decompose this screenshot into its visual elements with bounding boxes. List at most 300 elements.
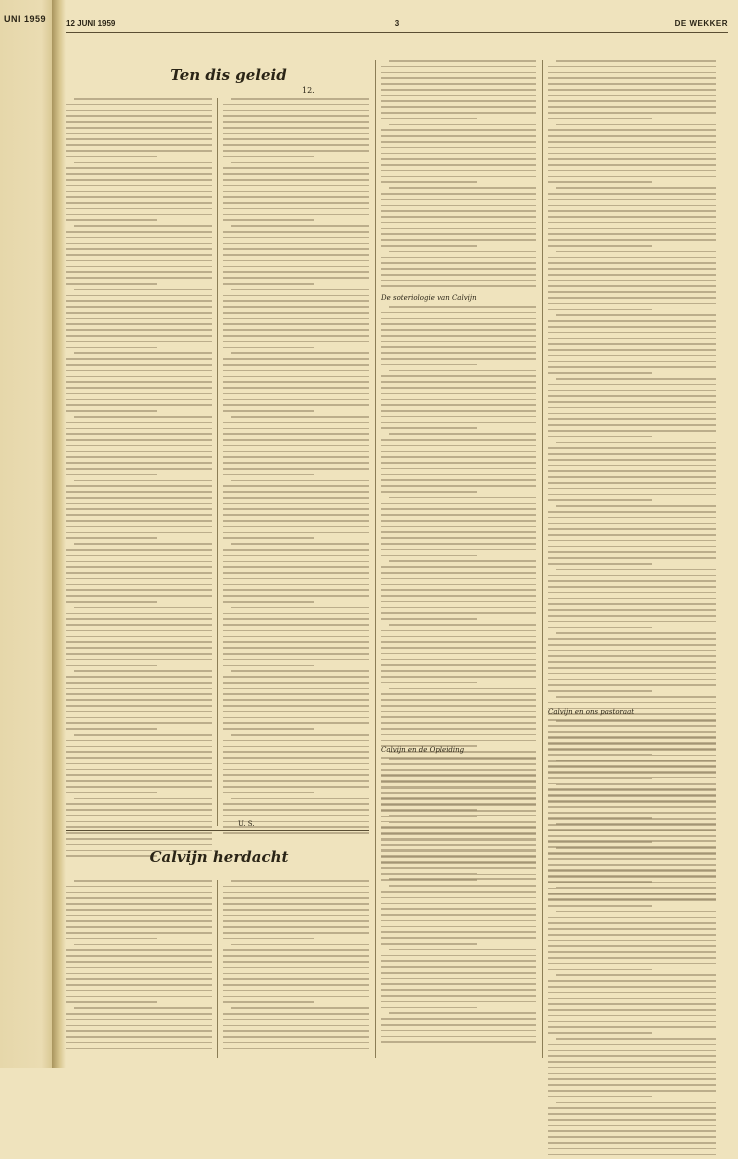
subheading-soteriologie: De soteriologie van Calvijn <box>381 294 477 302</box>
text-line-placeholder <box>223 323 369 325</box>
text-line-placeholder <box>381 983 536 985</box>
text-line-placeholder <box>66 1001 157 1003</box>
text-line-placeholder <box>223 110 369 112</box>
text-line-placeholder <box>66 949 212 951</box>
text-line-placeholder <box>548 865 716 867</box>
text-line-placeholder <box>381 199 536 201</box>
text-line-placeholder <box>381 285 536 287</box>
text-line-placeholder <box>74 416 212 418</box>
text-line-placeholder <box>66 104 212 106</box>
text-line-placeholder <box>223 722 369 724</box>
text-line-placeholder <box>381 479 536 481</box>
text-line-placeholder <box>66 271 212 273</box>
text-line-placeholder <box>556 1102 716 1104</box>
text-line-placeholder <box>556 632 716 634</box>
text-line-placeholder <box>548 239 716 241</box>
text-line-placeholder <box>66 722 212 724</box>
text-line-placeholder <box>381 891 536 893</box>
text-line-placeholder <box>381 474 536 476</box>
text-line-placeholder <box>548 499 652 501</box>
text-line-placeholder <box>223 491 369 493</box>
text-line-placeholder <box>381 636 536 638</box>
text-line-placeholder <box>223 202 369 204</box>
text-line-placeholder <box>548 592 716 594</box>
text-line-placeholder <box>381 555 477 557</box>
text-line-placeholder <box>223 526 369 528</box>
text-line-placeholder <box>548 702 716 704</box>
subheading-opleiding: Calvijn en de Opleiding <box>381 746 465 754</box>
text-line-placeholder <box>66 156 157 158</box>
text-line-placeholder <box>381 549 536 551</box>
text-line-placeholder <box>389 124 536 126</box>
text-line-placeholder <box>389 370 536 372</box>
text-line-placeholder <box>223 167 369 169</box>
text-line-placeholder <box>223 932 369 934</box>
text-line-placeholder <box>556 314 716 316</box>
text-line-placeholder <box>66 996 212 998</box>
text-line-placeholder <box>223 219 314 221</box>
text-line-placeholder <box>548 882 716 884</box>
text-line-placeholder <box>223 897 369 899</box>
text-line-placeholder <box>223 763 369 765</box>
text-line-placeholder <box>548 644 716 646</box>
text-line-placeholder <box>381 879 477 881</box>
text-line-placeholder <box>381 387 536 389</box>
text-line-placeholder <box>548 494 716 496</box>
text-line-placeholder <box>66 990 212 992</box>
text-line-placeholder <box>223 138 369 140</box>
text-line-placeholder <box>223 740 369 742</box>
text-line-placeholder <box>223 410 314 412</box>
text-line-placeholder <box>223 150 369 152</box>
text-line-placeholder <box>381 630 536 632</box>
text-line-placeholder <box>223 462 369 464</box>
text-line-placeholder <box>548 899 716 901</box>
text-line-placeholder <box>548 297 716 299</box>
text-line-placeholder <box>548 963 716 965</box>
text-line-placeholder <box>548 951 716 953</box>
text-line-placeholder <box>66 347 157 349</box>
text-line-placeholder <box>231 162 369 164</box>
text-line-placeholder <box>381 239 536 241</box>
text-line-placeholder <box>381 722 536 724</box>
text-line-placeholder <box>66 832 212 834</box>
text-line-placeholder <box>66 451 212 453</box>
text-line-placeholder <box>381 705 536 707</box>
text-line-placeholder <box>548 453 716 455</box>
text-line-placeholder <box>66 967 212 969</box>
text-line-placeholder <box>66 254 212 256</box>
text-line-placeholder <box>66 497 212 499</box>
text-line-placeholder <box>66 237 212 239</box>
text-line-placeholder <box>381 728 536 730</box>
text-line-placeholder <box>223 318 369 320</box>
text-line-placeholder <box>74 798 212 800</box>
text-line-placeholder <box>66 138 212 140</box>
text-line-placeholder <box>66 1036 212 1038</box>
text-line-placeholder <box>548 893 716 895</box>
text-line-placeholder <box>223 254 369 256</box>
text-line-placeholder <box>223 961 369 963</box>
text-line-placeholder <box>223 456 369 458</box>
text-line-placeholder <box>66 520 212 522</box>
text-line-placeholder <box>66 595 212 597</box>
text-line-placeholder <box>381 734 536 736</box>
text-line-placeholder <box>231 98 369 100</box>
text-line-placeholder <box>66 110 212 112</box>
text-line-placeholder <box>548 274 716 276</box>
text-line-placeholder <box>381 1041 536 1043</box>
text-line-placeholder <box>548 100 716 102</box>
text-line-placeholder <box>381 514 536 516</box>
previous-page-edge <box>0 0 53 1068</box>
text-line-placeholder <box>548 176 716 178</box>
text-line-placeholder <box>66 769 212 771</box>
text-line-placeholder <box>66 323 212 325</box>
text-line-placeholder <box>548 575 716 577</box>
text-line-placeholder <box>548 836 716 838</box>
text-line-placeholder <box>223 300 369 302</box>
text-line-placeholder <box>389 949 536 951</box>
text-line-placeholder <box>66 676 212 678</box>
text-line-placeholder <box>548 1073 716 1075</box>
text-line-placeholder <box>66 503 212 505</box>
text-line-placeholder <box>231 543 369 545</box>
text-line-placeholder <box>381 335 536 337</box>
text-line-placeholder <box>381 1018 536 1020</box>
text-line-placeholder <box>548 424 716 426</box>
text-line-placeholder <box>381 787 536 789</box>
text-line-placeholder <box>223 595 369 597</box>
text-line-placeholder <box>548 557 716 559</box>
text-line-placeholder <box>548 673 716 675</box>
text-line-placeholder <box>66 277 212 279</box>
text-line-placeholder <box>548 772 716 774</box>
text-line-placeholder <box>548 684 716 686</box>
text-line-placeholder <box>223 1036 369 1038</box>
text-line-placeholder <box>66 179 212 181</box>
text-line-placeholder <box>381 578 536 580</box>
text-line-placeholder <box>66 410 157 412</box>
text-line-placeholder <box>223 803 369 805</box>
text-line-placeholder <box>381 439 536 441</box>
text-line-placeholder <box>223 243 369 245</box>
text-line-placeholder <box>548 106 716 108</box>
text-line-placeholder <box>548 1061 716 1063</box>
text-line-placeholder <box>381 135 536 137</box>
text-line-placeholder <box>66 399 212 401</box>
text-line-placeholder <box>381 931 536 933</box>
text-line-placeholder <box>66 283 157 285</box>
text-line-placeholder <box>223 613 369 615</box>
text-line-placeholder <box>223 1013 369 1015</box>
text-line-placeholder <box>548 586 716 588</box>
text-line-placeholder <box>381 404 536 406</box>
text-line-placeholder <box>223 601 314 603</box>
text-line-placeholder <box>223 676 369 678</box>
text-line-placeholder <box>381 775 536 777</box>
text-line-placeholder <box>231 734 369 736</box>
text-line-placeholder <box>548 66 716 68</box>
text-line-placeholder <box>548 118 652 120</box>
text-line-placeholder <box>223 451 369 453</box>
text-line-placeholder <box>223 717 369 719</box>
text-line-placeholder <box>223 329 369 331</box>
text-line-placeholder <box>223 903 369 905</box>
text-line-placeholder <box>66 191 212 193</box>
text-line-placeholder <box>223 133 369 135</box>
text-line-placeholder <box>381 170 536 172</box>
text-line-placeholder <box>223 1030 369 1032</box>
text-line-placeholder <box>223 780 369 782</box>
text-line-placeholder <box>548 1136 716 1138</box>
text-line-placeholder <box>66 938 157 940</box>
text-line-placeholder <box>381 422 536 424</box>
text-line-placeholder <box>223 990 369 992</box>
header-date: 12 JUNI 1959 <box>66 19 116 28</box>
text-line-placeholder <box>66 508 212 510</box>
text-line-placeholder <box>556 505 716 507</box>
text-line-placeholder <box>381 153 536 155</box>
text-line-placeholder <box>223 399 369 401</box>
text-line-placeholder <box>381 659 536 661</box>
text-line-placeholder <box>66 821 212 823</box>
text-line-placeholder <box>548 447 716 449</box>
text-line-placeholder <box>66 526 212 528</box>
text-line-placeholder <box>66 751 212 753</box>
text-line-placeholder <box>556 720 716 722</box>
text-line-placeholder <box>66 376 212 378</box>
text-line-placeholder <box>66 231 212 233</box>
text-line-placeholder <box>381 485 536 487</box>
text-line-placeholder <box>548 546 716 548</box>
text-line-placeholder <box>223 468 369 470</box>
text-line-placeholder <box>223 792 314 794</box>
text-line-placeholder <box>66 826 212 828</box>
text-line-placeholder <box>223 578 369 580</box>
text-line-placeholder <box>389 251 536 253</box>
text-line-placeholder <box>231 480 369 482</box>
text-line-placeholder <box>381 699 536 701</box>
text-line-placeholder <box>381 693 536 695</box>
text-line-placeholder <box>548 1003 716 1005</box>
text-line-placeholder <box>381 210 536 212</box>
text-line-placeholder <box>381 445 536 447</box>
text-line-placeholder <box>66 641 212 643</box>
text-line-placeholder <box>74 225 212 227</box>
text-line-placeholder <box>548 957 716 959</box>
text-line-placeholder <box>381 323 536 325</box>
text-line-placeholder <box>548 193 716 195</box>
text-line-placeholder <box>548 563 652 565</box>
text-line-placeholder <box>223 967 369 969</box>
text-line-placeholder <box>381 966 536 968</box>
text-line-placeholder <box>548 89 716 91</box>
text-line-placeholder <box>548 609 716 611</box>
text-line-placeholder <box>381 77 536 79</box>
text-line-placeholder <box>223 537 314 539</box>
text-line-placeholder <box>381 503 536 505</box>
text-line-placeholder <box>223 127 369 129</box>
text-line-placeholder <box>381 72 536 74</box>
text-line-placeholder <box>548 1096 652 1098</box>
text-line-placeholder <box>66 774 212 776</box>
text-line-placeholder <box>223 104 369 106</box>
text-line-placeholder <box>223 428 369 430</box>
text-line-placeholder <box>548 795 716 797</box>
newspaper-page <box>66 0 738 1068</box>
text-line-placeholder <box>231 352 369 354</box>
text-line-placeholder <box>66 886 212 888</box>
text-line-placeholder <box>548 95 716 97</box>
text-line-placeholder <box>223 532 369 534</box>
text-line-placeholder <box>66 624 212 626</box>
text-line-placeholder <box>223 179 369 181</box>
text-line-placeholder <box>381 903 536 905</box>
text-line-placeholder <box>66 815 212 817</box>
text-line-placeholder <box>381 589 536 591</box>
text-line-placeholder <box>231 607 369 609</box>
text-line-placeholder <box>223 909 369 911</box>
text-line-placeholder <box>74 1007 212 1009</box>
text-line-placeholder <box>223 653 369 655</box>
text-line-placeholder <box>66 462 212 464</box>
text-line-placeholder <box>381 995 536 997</box>
text-line-placeholder <box>223 815 369 817</box>
text-line-placeholder <box>223 589 369 591</box>
text-line-placeholder <box>223 809 369 811</box>
text-line-placeholder <box>548 401 716 403</box>
text-line-placeholder <box>548 801 716 803</box>
text-line-placeholder <box>66 589 212 591</box>
text-line-placeholder <box>223 769 369 771</box>
text-line-placeholder <box>381 526 536 528</box>
text-line-placeholder <box>548 749 716 751</box>
text-line-placeholder <box>66 433 212 435</box>
text-line-placeholder <box>381 874 536 876</box>
text-line-placeholder <box>223 682 369 684</box>
article-2-column-2 <box>223 880 369 1053</box>
text-line-placeholder <box>389 560 536 562</box>
text-line-placeholder <box>223 949 369 951</box>
text-line-placeholder <box>66 214 212 216</box>
text-line-placeholder <box>223 584 369 586</box>
text-line-placeholder <box>66 728 157 730</box>
text-line-placeholder <box>223 376 369 378</box>
text-line-placeholder <box>223 624 369 626</box>
text-line-placeholder <box>223 387 369 389</box>
page-header <box>66 18 728 33</box>
text-line-placeholder <box>381 989 536 991</box>
text-line-placeholder <box>74 480 212 482</box>
text-line-placeholder <box>66 364 212 366</box>
text-line-placeholder <box>381 572 536 574</box>
text-line-placeholder <box>548 824 716 826</box>
text-line-placeholder <box>223 393 369 395</box>
text-line-placeholder <box>548 661 716 663</box>
text-line-placeholder <box>381 612 536 614</box>
text-line-placeholder <box>223 688 369 690</box>
article-1-signature: U. S. <box>238 820 255 828</box>
article-2-column-1 <box>66 880 212 1053</box>
text-line-placeholder <box>66 613 212 615</box>
text-line-placeholder <box>548 222 716 224</box>
text-line-placeholder <box>381 607 536 609</box>
text-line-placeholder <box>381 312 536 314</box>
text-line-placeholder <box>548 876 716 878</box>
text-line-placeholder <box>381 960 536 962</box>
text-line-placeholder <box>223 561 369 563</box>
text-line-placeholder <box>548 1032 652 1034</box>
text-line-placeholder <box>381 595 536 597</box>
text-line-placeholder <box>381 176 536 178</box>
text-line-placeholder <box>223 283 314 285</box>
text-line-placeholder <box>74 289 212 291</box>
text-line-placeholder <box>381 508 536 510</box>
text-line-placeholder <box>381 427 477 429</box>
text-line-placeholder <box>74 162 212 164</box>
text-line-placeholder <box>66 636 212 638</box>
text-line-placeholder <box>381 908 536 910</box>
text-line-placeholder <box>548 326 716 328</box>
text-line-placeholder <box>66 312 212 314</box>
text-line-placeholder <box>556 60 716 62</box>
text-line-placeholder <box>66 341 212 343</box>
text-line-placeholder <box>548 366 716 368</box>
text-line-placeholder <box>548 603 716 605</box>
article-1-column-1 <box>66 98 212 861</box>
text-line-placeholder <box>223 358 369 360</box>
text-line-placeholder <box>381 682 477 684</box>
text-line-placeholder <box>66 809 212 811</box>
text-line-placeholder <box>223 295 369 297</box>
text-line-placeholder <box>66 549 212 551</box>
text-line-placeholder <box>548 164 716 166</box>
text-line-placeholder <box>548 1154 716 1156</box>
text-line-placeholder <box>381 233 536 235</box>
text-line-placeholder <box>548 430 716 432</box>
text-line-placeholder <box>223 555 369 557</box>
text-line-placeholder <box>381 95 536 97</box>
text-line-placeholder <box>66 370 212 372</box>
text-line-placeholder <box>381 216 536 218</box>
text-line-placeholder <box>66 693 212 695</box>
text-line-placeholder <box>66 786 212 788</box>
text-line-placeholder <box>66 909 212 911</box>
text-line-placeholder <box>548 1107 716 1109</box>
text-line-placeholder <box>381 926 536 928</box>
text-line-placeholder <box>231 670 369 672</box>
column-rule <box>217 98 218 826</box>
text-line-placeholder <box>223 978 369 980</box>
text-line-placeholder <box>223 485 369 487</box>
text-line-placeholder <box>66 1013 212 1015</box>
text-line-placeholder <box>223 404 369 406</box>
text-line-placeholder <box>548 621 716 623</box>
text-line-placeholder <box>223 503 369 505</box>
text-line-placeholder <box>381 181 477 183</box>
text-line-placeholder <box>548 650 716 652</box>
text-line-placeholder <box>381 664 536 666</box>
text-line-placeholder <box>381 943 477 945</box>
text-line-placeholder <box>381 740 536 742</box>
text-line-placeholder <box>556 974 716 976</box>
text-line-placeholder <box>548 459 716 461</box>
text-line-placeholder <box>381 937 536 939</box>
text-line-placeholder <box>74 880 212 882</box>
text-line-placeholder <box>548 170 716 172</box>
text-line-placeholder <box>548 615 716 617</box>
